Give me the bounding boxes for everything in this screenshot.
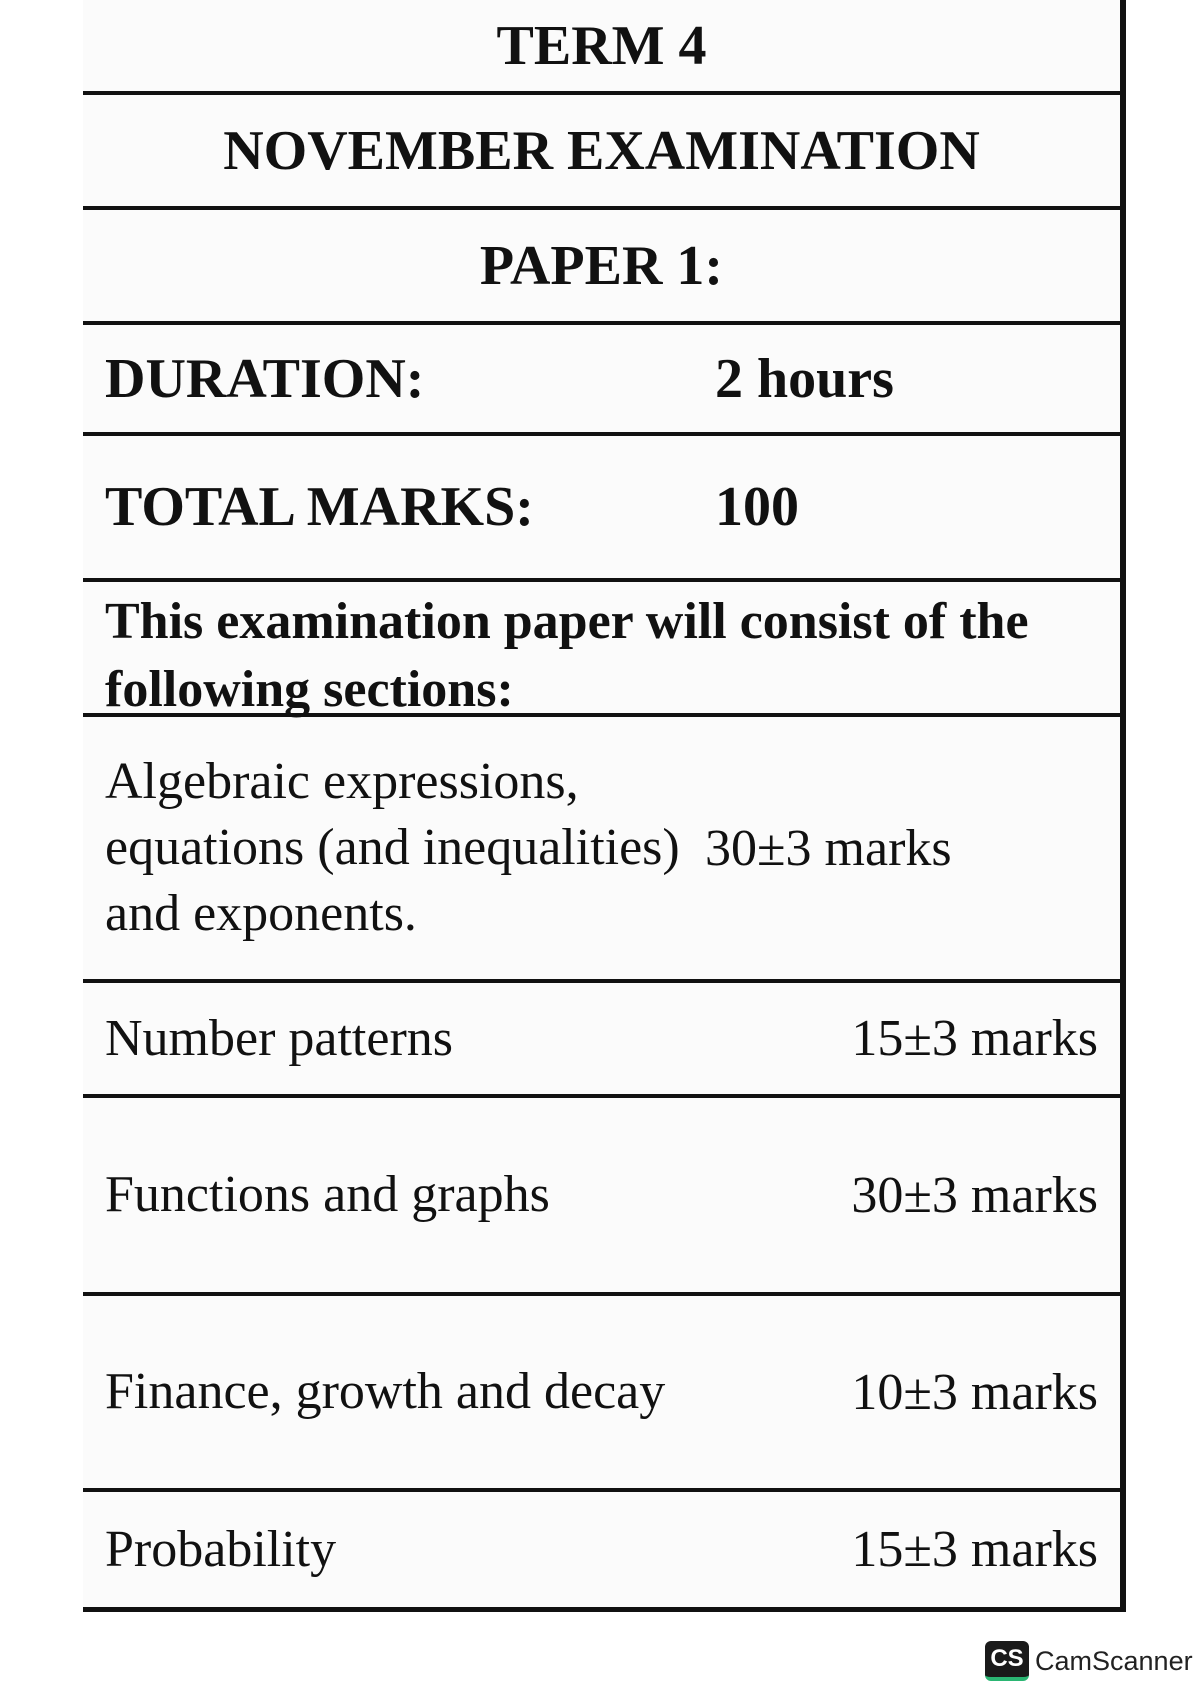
section-row <box>83 983 1120 1098</box>
total-marks-row <box>83 436 1120 582</box>
section-topic: Number patterns <box>105 1009 454 1067</box>
section-marks: 10±3 marks <box>851 1363 1098 1421</box>
exam-row <box>83 95 1120 210</box>
duration-row <box>83 325 1120 436</box>
paper-row <box>83 210 1120 325</box>
sections-intro: This examination paper will consist of the following sections: <box>83 582 1120 717</box>
section-marks: 15±3 marks <box>851 1521 1098 1578</box>
section-topic: Probability <box>105 1520 337 1578</box>
term-title: TERM 4 <box>496 14 707 77</box>
duration-label: DURATION: <box>105 347 425 410</box>
section-topic: Algebraic expressions, equations (and inequalities) and exponents. <box>105 753 680 942</box>
camscanner-text: CamScanner <box>1035 1645 1193 1676</box>
exam-title: NOVEMBER EXAMINATION <box>223 119 980 182</box>
duration-value: 2 hours <box>715 347 894 410</box>
section-row <box>83 717 1120 983</box>
section-row <box>83 1296 1120 1492</box>
section-marks: 30±3 marks <box>705 819 952 877</box>
term-row <box>83 0 1120 95</box>
section-marks: 30±3 marks <box>851 1166 1098 1224</box>
section-row <box>83 1098 1120 1296</box>
section-marks: 15±3 marks <box>851 1010 1098 1067</box>
camscanner-watermark <box>985 1641 1193 1681</box>
total-marks-label: TOTAL MARKS: <box>105 476 534 538</box>
exam-info-table <box>83 0 1126 1612</box>
section-topic: Functions and graphs <box>105 1166 550 1223</box>
section-topic: Finance, growth and decay <box>105 1363 666 1420</box>
paper-title: PAPER 1: <box>479 234 724 297</box>
total-marks-value: 100 <box>715 476 799 538</box>
camscanner-logo-icon: CS <box>985 1641 1029 1681</box>
section-row <box>83 1492 1120 1607</box>
